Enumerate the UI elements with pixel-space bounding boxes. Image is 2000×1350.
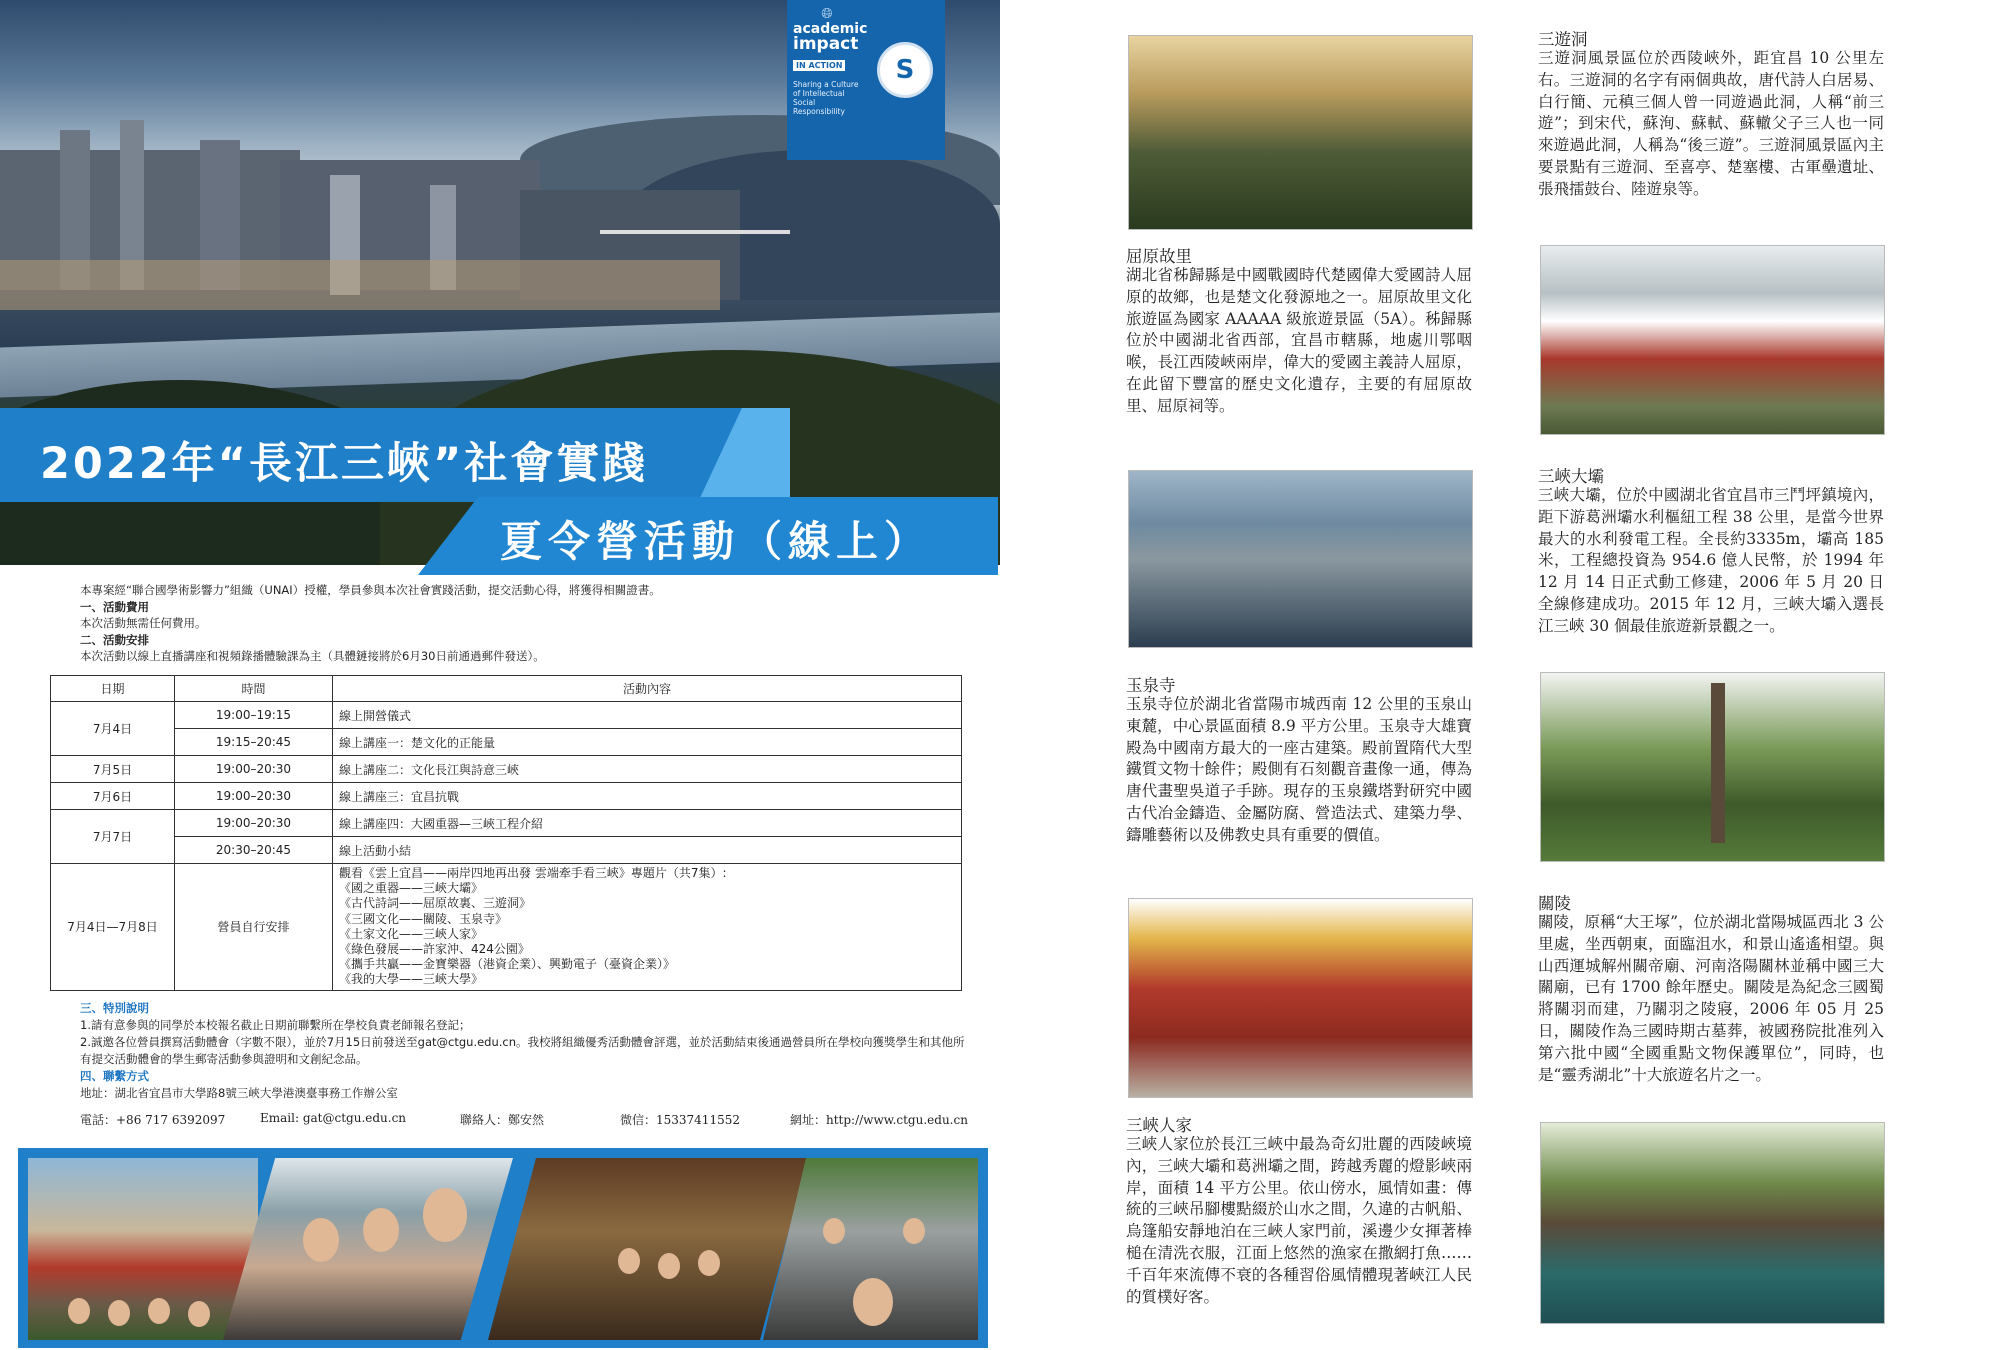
table-header-row	[51, 676, 962, 702]
contact-wechat: 微信：15337411552	[620, 1113, 740, 1127]
table-row	[51, 810, 962, 837]
intro-block	[50, 582, 970, 665]
table-row	[51, 837, 962, 864]
cell-date: 7月4日	[51, 702, 175, 756]
cell-activity-list	[333, 864, 962, 991]
section-heading-contact: 四、聯繫方式	[80, 1069, 149, 1083]
person-icon	[108, 1300, 130, 1326]
activity-line: 觀看《雲上宜昌——兩岸四地再出發 雲端牽手看三峽》專題片（共7集）:	[339, 866, 727, 880]
logo-badge: IN ACTION	[793, 60, 845, 71]
person-icon	[423, 1188, 467, 1242]
section-body-schedule: 本次活動以線上直播講座和視頻錄播體驗課為主（具體鏈接將於6月30日前通過郵件發送）。	[80, 649, 545, 663]
cell-activity: 線上講座一：楚文化的正能量	[333, 729, 962, 756]
text-sanyou: 三遊洞風景區位於西陵峽外，距宜昌 10 公里左右。三遊洞的名字有兩個典故，唐代詩人白居易、白行簡、元稹三個人曾一同遊過此洞，人稱“前三遊”；到宋代，蘇洵、蘇軾、蘇轍父子三人也一同來遊過此洞，人稱為“後三遊”。三遊洞風景區內主要景點有三遊洞、至喜亭、楚塞樓、古軍壘遺址、張飛擂鼓台、陸遊泉等。	[1538, 49, 1884, 198]
cell-time: 19:00–20:30	[175, 756, 333, 783]
cell-activity: 線上開營儀式	[333, 702, 962, 729]
school-logo	[869, 0, 941, 160]
photo-sanyou	[1540, 245, 1885, 435]
title-yuquan: 玉泉寺	[1126, 676, 1176, 695]
contact-phone: 電話：+86 717 6392097	[80, 1113, 226, 1127]
section-body-fee: 本次活動無需任何費用。	[80, 616, 207, 630]
contact-person: 聯絡人：鄭安然	[460, 1113, 545, 1127]
banner-triangle	[418, 497, 478, 575]
activity-line: 《攜手共贏——金寶樂器（港資企業）、興勤電子（臺資企業）》	[339, 957, 676, 972]
main-title: 2022年“長江三峽”社會實踐	[40, 439, 649, 489]
person-icon	[618, 1248, 640, 1274]
cell-date: 7月5日	[51, 756, 175, 783]
un-academic-impact-logo	[787, 0, 868, 160]
schedule-table	[50, 675, 962, 991]
cell-date: 7月6日	[51, 783, 175, 810]
cell-time: 營員自行安排	[175, 864, 333, 991]
logo-line2: impact	[793, 34, 859, 54]
activity-line: 《我的大學——三峽大學》	[339, 972, 484, 987]
text-quyuan: 湖北省秭歸縣是中國戰國時代楚國偉大愛國詩人屈原的故鄉，也是楚文化發源地之一。屈原故里文化旅遊區為國家 AAAAA 級旅遊景區（5A）。秭歸縣位於中國湖北省西部，宜昌市轄縣，地處川鄂咽喉，長江西陵峽兩岸，偉大的愛國主義詩人屈原，在此留下豐富的歷史文化遺存，主要的有屈原故里、屈原祠等。	[1126, 266, 1472, 415]
photo-yuquan-temple	[1128, 898, 1473, 1098]
bridge	[600, 230, 790, 234]
cell-activity: 線上講座二：文化長江與詩意三峽	[333, 756, 962, 783]
cell-time: 19:00–20:30	[175, 783, 333, 810]
person-icon	[188, 1301, 210, 1327]
text-yuquan: 玉泉寺位於湖北省當陽市城西南 12 公里的玉泉山東麓，中心景區面積 8.9 平方公里。玉泉寺大雄寶殿為中國南方最大的一座古建築。殿前置隋代大型鐵質文物十餘件；殿側有石刻觀音畫像一通，傳為唐代畫聖吳道子手跡。現存的玉泉鐵塔對研究中國古代冶金鑄造、金屬防腐、營造法式、建築力學、鑄雕藝術以及佛教史具有重要的價值。	[1126, 695, 1472, 844]
right-page	[1000, 0, 2000, 1350]
header-time: 時間	[175, 676, 333, 702]
person-icon	[903, 1218, 925, 1244]
photo-quyuan	[1128, 35, 1473, 230]
contact-email[interactable]: Email: gat@ctgu.edu.cn	[260, 1111, 407, 1125]
section-heading-schedule: 二、活動安排	[80, 632, 149, 647]
table-row	[51, 864, 962, 991]
activity-line: 《土家文化——三峽人家》	[339, 926, 484, 941]
cell-time: 19:00–20:30	[175, 810, 333, 837]
contact-line	[80, 1111, 980, 1128]
activity-line: 《古代詩詞——屈原故裏、三遊洞》	[339, 896, 532, 911]
text-renjia: 三峽人家位於長江三峽中最為奇幻壯麗的西陵峽境內，三峽大壩和葛洲壩之間，跨越秀麗的燈影峽兩岸，面積 14 平方公里。依山傍水，風情如畫：傳統的三峽吊腳樓點綴於山水之間，久違的古帆船、烏篷船安靜地泊在三峽人家門前，溪邊少女揮著棒槌在清洗衣服，江面上悠然的漁家在撒網打魚……千百年來流傳不衰的各種習俗風情體現著峽江人民的質樸好客。	[1126, 1135, 1472, 1306]
cell-time: 19:00–19:15	[175, 702, 333, 729]
logo-panel	[787, 0, 945, 160]
intro-text: 本專案經“聯合國學術影響力”組織（UNAI）授權，學員參與本次社會實踐活動，提交活動心得，將獲得相關證書。	[80, 583, 661, 597]
activity-line: 《三國文化——關陵、玉泉寺》	[339, 911, 508, 926]
sub-title: 夏令營活動（線上）	[500, 517, 933, 566]
table-row	[51, 783, 962, 810]
text-guanling: 關陵，原稱“大王塚”，位於湖北當陽城區西北 3 公里處，坐西朝東，面臨沮水，和景山遙遙相望。與山西運城解州關帝廟、河南洛陽關林並稱中國三大關廟，已有 1700 餘年歷史。關陵是為紀念三國蜀將關羽而建，乃關羽之陵寢，2006 年 05 月 25 日，關陵作為三國時期古墓葬，被國務院批准列入第六批中國“全國重點文物保護單位”，同時，也是“靈秀湖北”十大旅遊名片之一。	[1538, 913, 1884, 1084]
photo-dam	[1128, 470, 1473, 648]
person-icon	[658, 1253, 680, 1279]
logo-line1: academic	[793, 21, 868, 37]
cell-time: 20:30–20:45	[175, 837, 333, 864]
university-seal-icon: S	[877, 42, 933, 98]
photo-pagoda	[1540, 672, 1885, 862]
table-row	[51, 729, 962, 756]
photo-renjia	[1540, 1122, 1885, 1324]
title-dam: 三峽大壩	[1538, 467, 1604, 486]
un-globe-icon: 🌐︎	[821, 6, 833, 22]
title-guanling: 關陵	[1538, 894, 1571, 913]
title-sanyou: 三遊洞	[1538, 30, 1588, 49]
cell-activity: 線上活動小結	[333, 837, 962, 864]
photo-strip	[18, 1148, 988, 1348]
activity-line: 《綠色發展——許家沖、424公園》	[339, 942, 530, 957]
table-row	[51, 756, 962, 783]
cell-time: 19:15–20:45	[175, 729, 333, 756]
person-icon	[698, 1250, 720, 1276]
title-renjia: 三峽人家	[1126, 1116, 1192, 1135]
section-heading-notes: 三、特別說明	[80, 1001, 149, 1015]
contact-address: 地址：湖北省宜昌市大學路8號三峽大學港澳臺事務工作辦公室	[80, 1086, 398, 1100]
note-1: 1.請有意參與的同學於本校報名截止日期前聯繫所在學校負責老師報名登記；	[80, 1018, 471, 1032]
person-icon	[363, 1208, 399, 1252]
note-2: 2.誠邀各位營員撰寫活動體會（字數不限），並於7月15日前發送至gat@ctgu.edu.cn。我校將組織優秀活動體會評選，並於活動結束後通過營員所在學校向獲獎學生和其他所有提交活動體會的學生郵寄活動參與證明和文創紀念品。	[80, 1035, 965, 1066]
group-photo-gate	[28, 1158, 258, 1340]
text-dam: 三峽大壩，位於中國湖北省宜昌市三鬥坪鎮境內，距下游葛洲壩水利樞紐工程 38 公里，是當今世界最大的水利發電工程。全長約3335m，壩高 185 米，工程總投資為 954.6 億人民幣，於 1994 年 12 月 14 日正式動工修建，2006 年 5 月 20 日全線修建成功。2015 年 12 月，三峽大壩入選長江三峽 30 個最佳旅遊新景觀之一。	[1538, 486, 1884, 635]
photo-temple-interior	[488, 1158, 808, 1340]
header-date: 日期	[51, 676, 175, 702]
notes-block	[50, 1000, 970, 1102]
cell-activity: 線上講座三：宜昌抗戰	[333, 783, 962, 810]
group-photo-selfie	[223, 1158, 513, 1340]
cell-date: 7月7日	[51, 810, 175, 864]
cell-activity: 線上講座四：大國重器—三峽工程介紹	[333, 810, 962, 837]
table-row	[51, 702, 962, 729]
title-banner-1	[0, 408, 790, 502]
person-icon	[823, 1218, 845, 1244]
activity-line: 《國之重器——三峽大壩》	[339, 881, 484, 896]
title-quyuan: 屈原故里	[1126, 247, 1192, 266]
person-icon	[148, 1298, 170, 1324]
person-icon	[303, 1218, 339, 1262]
person-icon	[853, 1278, 893, 1326]
person-icon	[68, 1298, 90, 1324]
title-banner-2	[478, 497, 998, 575]
section-heading-fee: 一、活動費用	[80, 599, 149, 614]
header-activity: 活動內容	[333, 676, 962, 702]
pagoda-shape	[1711, 683, 1725, 843]
city-lights	[0, 260, 720, 310]
contact-website[interactable]: 網址：http://www.ctgu.edu.cn	[790, 1113, 968, 1127]
banner-stripe	[698, 408, 790, 502]
cell-date: 7月4日—7月8日	[51, 864, 175, 991]
logo-tagline: Sharing a Culture of Intellectual Social Responsibility	[793, 80, 859, 116]
